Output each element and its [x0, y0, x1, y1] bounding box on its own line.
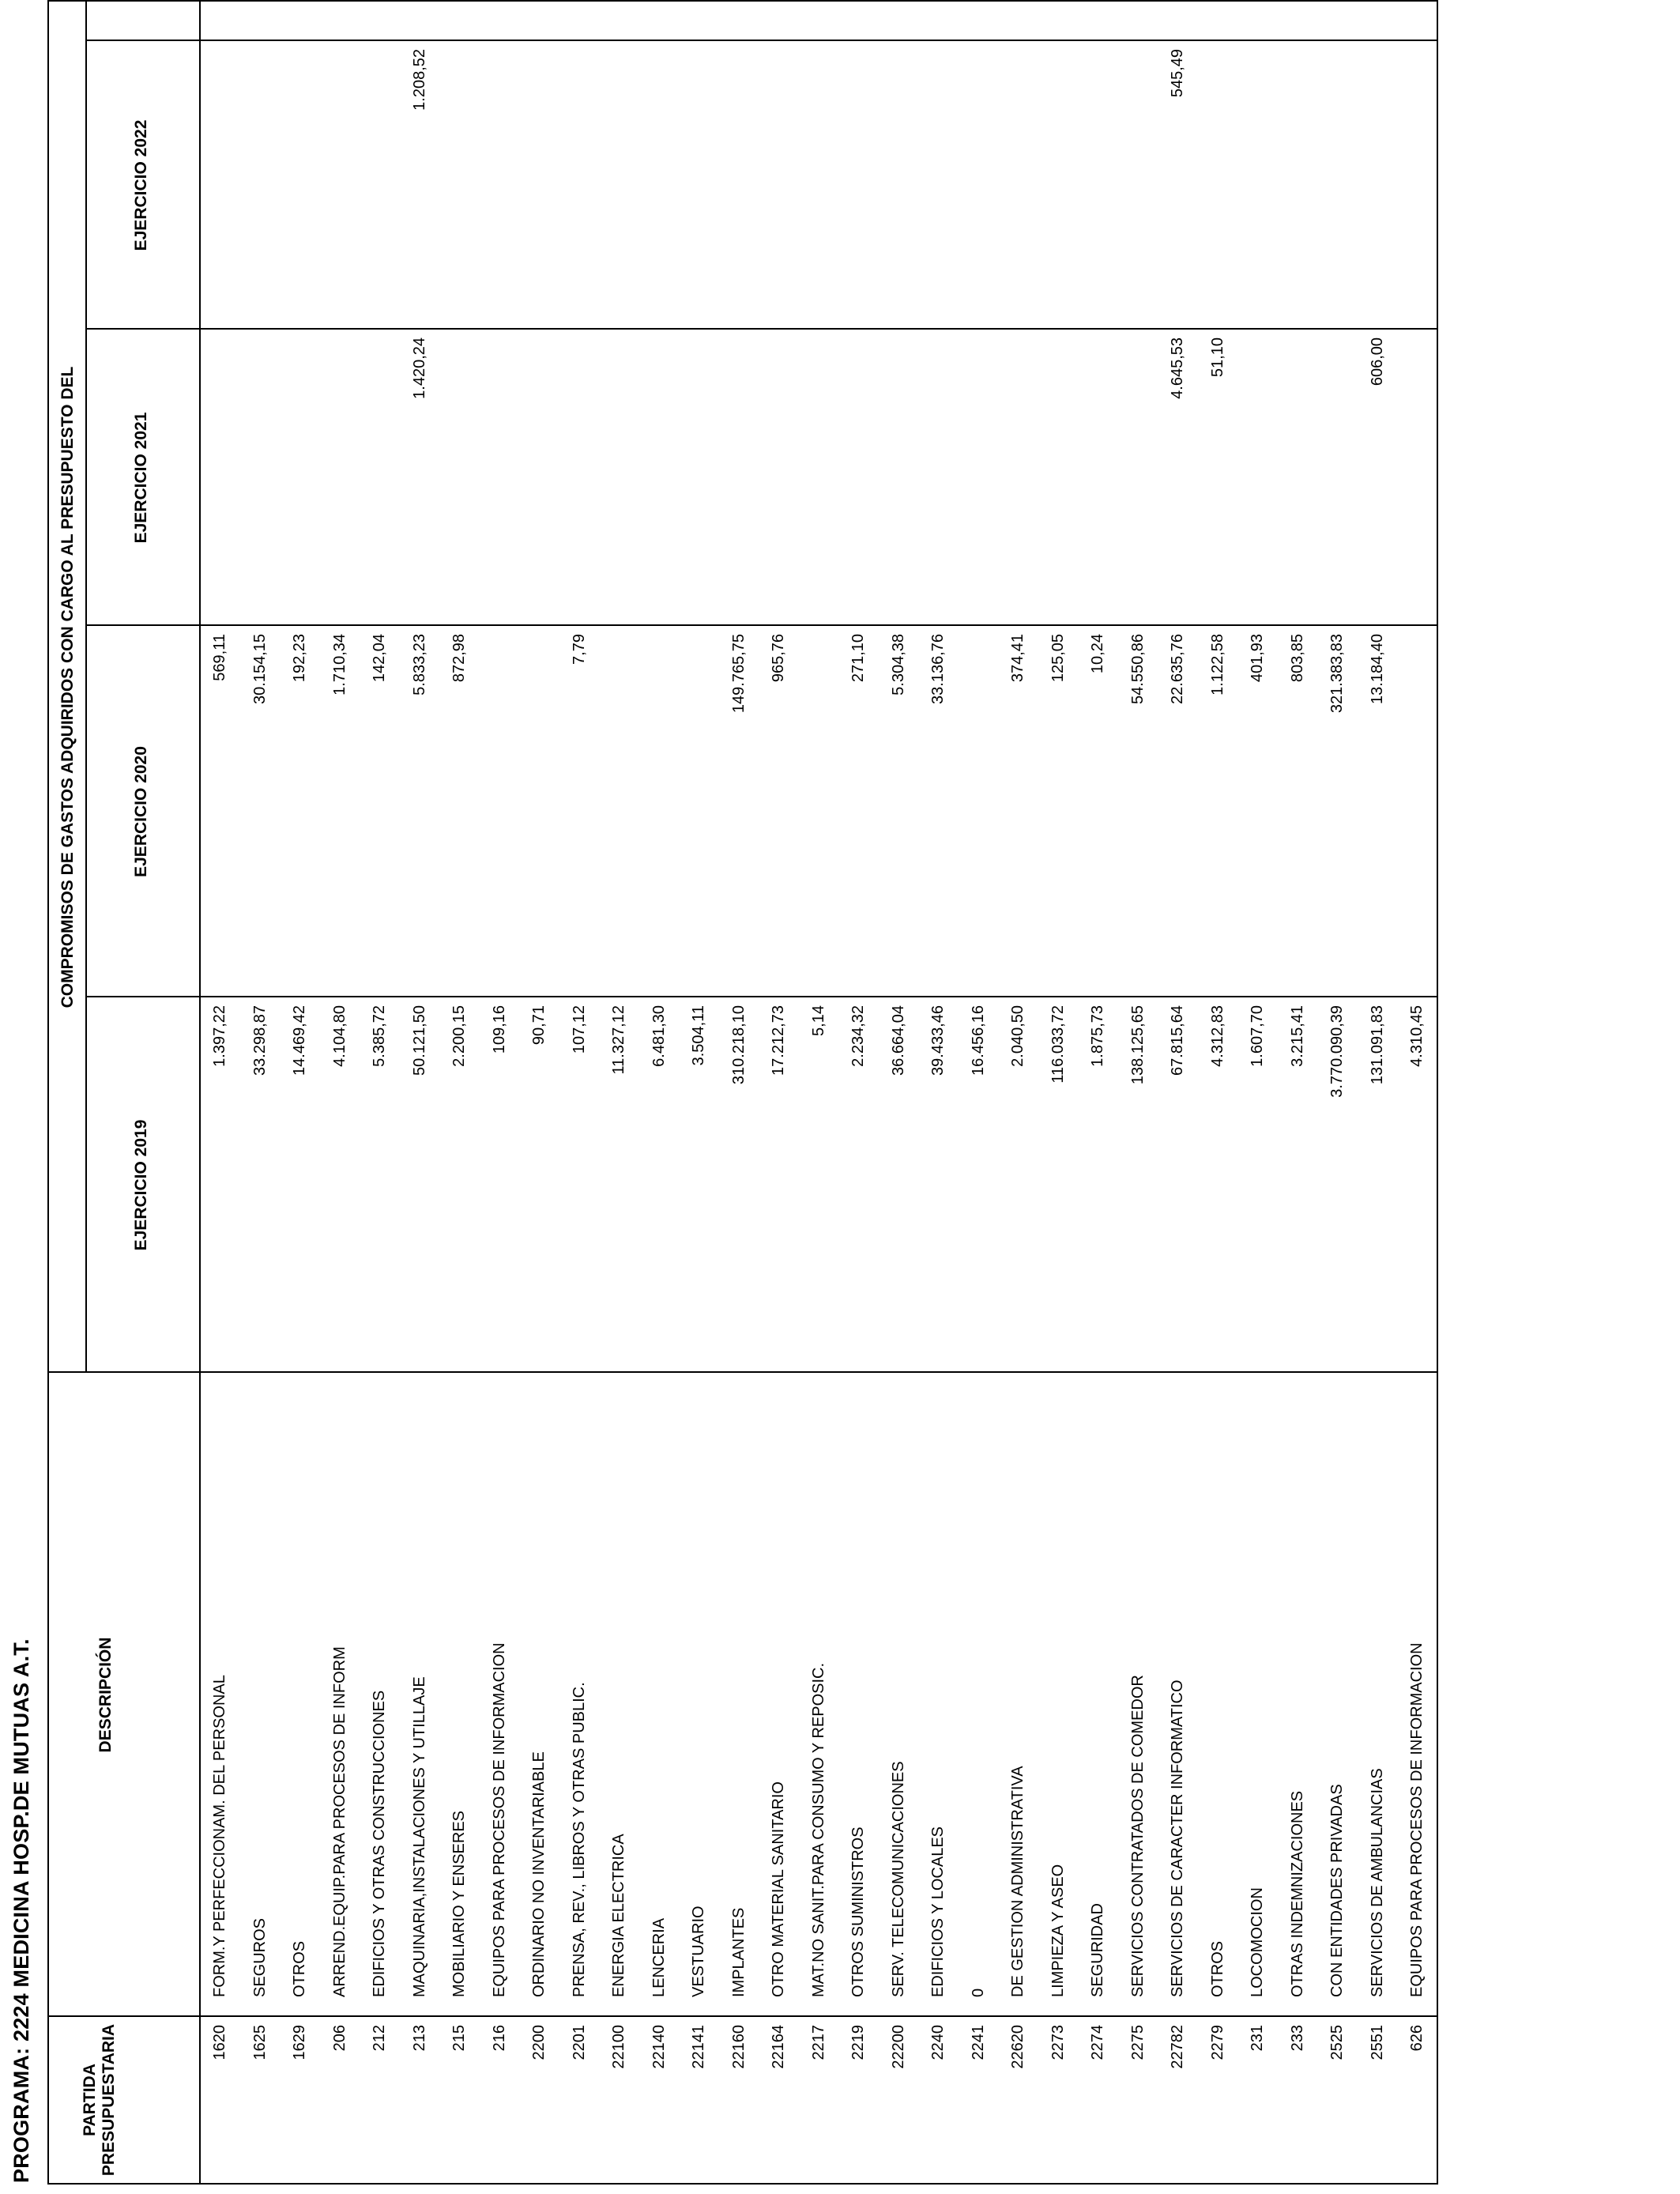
partida-code: 626 — [1408, 2025, 1426, 2052]
partida-code: 231 — [1249, 2025, 1266, 2052]
header-descripcion: DESCRIPCIÓN — [96, 1637, 115, 1753]
ejercicio-2019-value: 16.456,16 — [969, 1005, 987, 1076]
ejercicio-2020-value: 1.710,34 — [330, 634, 348, 696]
ejercicio-2020-value: 374,41 — [1009, 634, 1026, 683]
partida-code: 1625 — [250, 2025, 269, 2060]
descripcion-text: EQUIPOS PARA PROCESOS DE INFORMACION — [1408, 1642, 1426, 1997]
ejercicio-2020-value: 271,10 — [849, 634, 867, 683]
ejercicio-2019-value: 1.397,22 — [211, 1005, 228, 1067]
grid-line — [85, 2, 87, 1373]
descripcion-text: EDIFICIOS Y LOCALES — [929, 1826, 947, 1997]
partida-code: 1620 — [211, 2025, 228, 2060]
ejercicio-2019-value: 109,16 — [490, 1005, 508, 1054]
ejercicio-2019-value: 39.433,46 — [929, 1005, 947, 1076]
ejercicio-2020-value: 54.550,86 — [1128, 634, 1147, 704]
ejercicio-2021-value: 1.420,24 — [410, 337, 428, 399]
partida-code: 2274 — [1089, 2025, 1106, 2060]
descripcion-text: DE GESTION ADMINISTRATIVA — [1009, 1766, 1026, 1997]
partida-code: 22141 — [690, 2025, 707, 2069]
descripcion-text: FORM.Y PERFECCIONAM. DEL PERSONAL — [211, 1675, 228, 1997]
ejercicio-2020-value: 22.635,76 — [1169, 634, 1186, 704]
partida-code: 2217 — [809, 2025, 827, 2060]
header-ejercicio-2022: EJERCICIO 2022 — [132, 119, 150, 251]
ejercicio-2019-value: 11.327,12 — [610, 1005, 627, 1075]
descripcion-text: OTROS — [1208, 1940, 1226, 1997]
descripcion-text: EDIFICIOS Y OTRAS CONSTRUCCIONES — [371, 1690, 388, 1997]
descripcion-text: OTROS — [291, 1940, 308, 1997]
partida-code: 22100 — [610, 2025, 627, 2069]
descripcion-text: VESTUARIO — [690, 1906, 707, 1997]
ejercicio-2020-value: 321.383,83 — [1328, 634, 1346, 714]
descripcion-text: SEGURIDAD — [1089, 1903, 1106, 1997]
ejercicio-2021-value: 51,10 — [1208, 337, 1226, 378]
partida-code: 22164 — [770, 2025, 787, 2069]
descripcion-text: OTRAS INDEMNIZACIONES — [1288, 1790, 1306, 1997]
partida-code: 233 — [1288, 2025, 1306, 2052]
partida-code: 2201 — [570, 2025, 588, 2060]
partida-code: 2240 — [929, 2025, 947, 2060]
partida-code: 22200 — [889, 2025, 907, 2069]
descripcion-text: LOCOMOCION — [1249, 1887, 1266, 1997]
ejercicio-2020-value: 10,24 — [1089, 634, 1106, 674]
ejercicio-2020-value: 803,85 — [1288, 634, 1306, 683]
ejercicio-2019-value: 1.607,70 — [1249, 1005, 1266, 1067]
ejercicio-2020-value: 5.833,23 — [410, 634, 428, 696]
page-title: PROGRAMA: 2224 MEDICINA HOSP.DE MUTUAS A.T. — [9, 1638, 33, 2183]
ejercicio-2019-value: 5,14 — [809, 1005, 827, 1036]
partida-code: 22782 — [1169, 2025, 1186, 2069]
ejercicio-2019-value: 3.770.090,39 — [1328, 1005, 1346, 1098]
header-ejercicio-2021: EJERCICIO 2021 — [132, 412, 150, 544]
ejercicio-2020-value: 401,93 — [1249, 634, 1266, 683]
grid-line — [49, 1371, 1437, 1373]
descripcion-text: MAQUINARIA,INSTALACIONES Y UTILLAJE — [410, 1676, 428, 1997]
descripcion-text: MOBILIARIO Y ENSERES — [450, 1810, 468, 1997]
ejercicio-2019-value: 2.200,15 — [450, 1005, 468, 1067]
ejercicio-2019-value: 2.040,50 — [1009, 1005, 1026, 1067]
ejercicio-2020-value: 33.136,76 — [929, 634, 947, 704]
ejercicio-2022-value: 545,49 — [1169, 49, 1186, 98]
descripcion-text: ORDINARIO NO INVENTARIABLE — [530, 1751, 548, 1997]
header-ejercicio-2019: EJERCICIO 2019 — [132, 1119, 150, 1251]
descripcion-text: EQUIPOS PARA PROCESOS DE INFORMACION — [490, 1642, 508, 1997]
ejercicio-2022-value: 1.208,52 — [410, 49, 428, 111]
descripcion-text: SEGUROS — [250, 1917, 269, 1997]
partida-code: 206 — [330, 2025, 348, 2052]
ejercicio-2020-value: 13.184,40 — [1368, 634, 1386, 704]
ejercicio-2020-value: 569,11 — [211, 634, 228, 681]
descripcion-text: CON ENTIDADES PRIVADAS — [1328, 1784, 1346, 1997]
partida-code: 216 — [490, 2025, 508, 2052]
ejercicio-2020-value: 965,76 — [770, 634, 787, 683]
ejercicio-2020-value: 192,23 — [291, 634, 308, 683]
ejercicio-2019-value: 4.104,80 — [330, 1005, 348, 1067]
descripcion-text: ARREND.EQUIP.PARA PROCESOS DE INFORM — [330, 1646, 348, 1997]
ejercicio-2019-value: 4.310,45 — [1408, 1005, 1426, 1067]
descripcion-text: PRENSA, REV., LIBROS Y OTRAS PUBLIC. — [570, 1682, 588, 1997]
ejercicio-2020-value: 142,04 — [371, 634, 388, 683]
ejercicio-2020-value: 1.122,58 — [1208, 634, 1226, 696]
descripcion-text: LENCERIA — [650, 1917, 668, 1997]
ejercicio-2019-value: 3.504,11 — [690, 1005, 707, 1066]
descripcion-text: SERVICIOS DE CARACTER INFORMATICO — [1169, 1679, 1186, 1997]
descripcion-text: OTRO MATERIAL SANITARIO — [770, 1781, 787, 1997]
partida-code: 2200 — [530, 2025, 548, 2060]
ejercicio-2019-value: 4.312,83 — [1208, 1005, 1226, 1067]
ejercicio-2019-value: 50.121,50 — [410, 1005, 428, 1076]
partida-code: 2275 — [1128, 2025, 1147, 2060]
descripcion-text: ENERGIA ELECTRICA — [610, 1834, 627, 1997]
partida-code: 2273 — [1049, 2025, 1067, 2060]
partida-code: 2279 — [1208, 2025, 1226, 2060]
ejercicio-2019-value: 107,12 — [570, 1005, 588, 1054]
ejercicio-2019-value: 5.385,72 — [371, 1005, 388, 1067]
ejercicio-2019-value: 33.298,87 — [250, 1005, 269, 1076]
ejercicio-2019-value: 67.815,64 — [1169, 1005, 1186, 1076]
ejercicio-2020-value: 872,98 — [450, 634, 468, 683]
ejercicio-2019-value: 116.033,72 — [1049, 1005, 1067, 1084]
partida-code: 2551 — [1368, 2025, 1386, 2060]
descripcion-text: MAT.NO SANIT.PARA CONSUMO Y REPOSIC. — [809, 1662, 827, 1997]
header-compromisos: COMPROMISOS DE GASTOS ADQUIRIDOS CON CARGO AL PRESUPUESTO DEL — [58, 366, 77, 1008]
descripcion-text: LIMPIEZA Y ASEO — [1049, 1864, 1067, 1997]
descripcion-text: SERV. TELECOMUNICACIONES — [889, 1761, 907, 1997]
partida-code: 22620 — [1009, 2025, 1026, 2069]
grid-line — [49, 2015, 1437, 2017]
header-ejercicio-2020: EJERCICIO 2020 — [132, 746, 150, 877]
ejercicio-2020-value: 125,05 — [1049, 634, 1067, 683]
partida-code: 2525 — [1328, 2025, 1346, 2060]
descripcion-text: SERVICIOS DE AMBULANCIAS — [1368, 1768, 1386, 1997]
partida-code: 215 — [450, 2025, 468, 2052]
descripcion-text: SERVICIOS CONTRATADOS DE COMEDOR — [1128, 1675, 1147, 1997]
ejercicio-2020-value: 5.304,38 — [889, 634, 907, 696]
ejercicio-2019-value: 2.234,32 — [849, 1005, 867, 1067]
ejercicio-2019-value: 36.664,04 — [889, 1005, 907, 1076]
descripcion-text: OTROS SUMINISTROS — [849, 1826, 867, 1997]
ejercicio-2019-value: 138.125,65 — [1128, 1005, 1147, 1085]
ejercicio-2020-value: 30.154,15 — [250, 634, 269, 704]
partida-code: 2219 — [849, 2025, 867, 2060]
partida-code: 213 — [410, 2025, 428, 2052]
partida-code: 1629 — [291, 2025, 308, 2060]
ejercicio-2019-value: 1.875,73 — [1089, 1005, 1106, 1067]
grid-line — [85, 40, 1437, 41]
grid-line — [85, 624, 1437, 626]
ejercicio-2021-value: 606,00 — [1368, 337, 1386, 386]
partida-code: 22140 — [650, 2025, 668, 2069]
ejercicio-2019-value: 131.091,83 — [1368, 1005, 1386, 1085]
ejercicio-2019-value: 90,71 — [530, 1005, 548, 1046]
budget-table — [47, 0, 1438, 2185]
partida-code: 2241 — [969, 2025, 987, 2060]
grid-line — [85, 996, 1437, 997]
partida-code: 212 — [371, 2025, 388, 2052]
ejercicio-2019-value: 14.469,42 — [291, 1005, 308, 1076]
partida-code: 22160 — [729, 2025, 748, 2069]
grid-line — [85, 328, 1437, 330]
ejercicio-2021-value: 4.645,53 — [1169, 337, 1186, 399]
ejercicio-2019-value: 310.218,10 — [729, 1005, 748, 1085]
ejercicio-2020-value: 7,79 — [570, 634, 588, 665]
ejercicio-2019-value: 17.212,73 — [770, 1005, 787, 1076]
ejercicio-2019-value: 3.215,41 — [1288, 1005, 1306, 1067]
ejercicio-2020-value: 149.765,75 — [729, 634, 748, 714]
descripcion-text: IMPLANTES — [729, 1907, 748, 1997]
grid-line — [199, 2, 201, 2183]
header-partida: PARTIDA PRESUPUESTARIA — [81, 2023, 118, 2177]
ejercicio-2019-value: 6.481,30 — [650, 1005, 668, 1067]
descripcion-text: 0 — [969, 1988, 987, 1997]
